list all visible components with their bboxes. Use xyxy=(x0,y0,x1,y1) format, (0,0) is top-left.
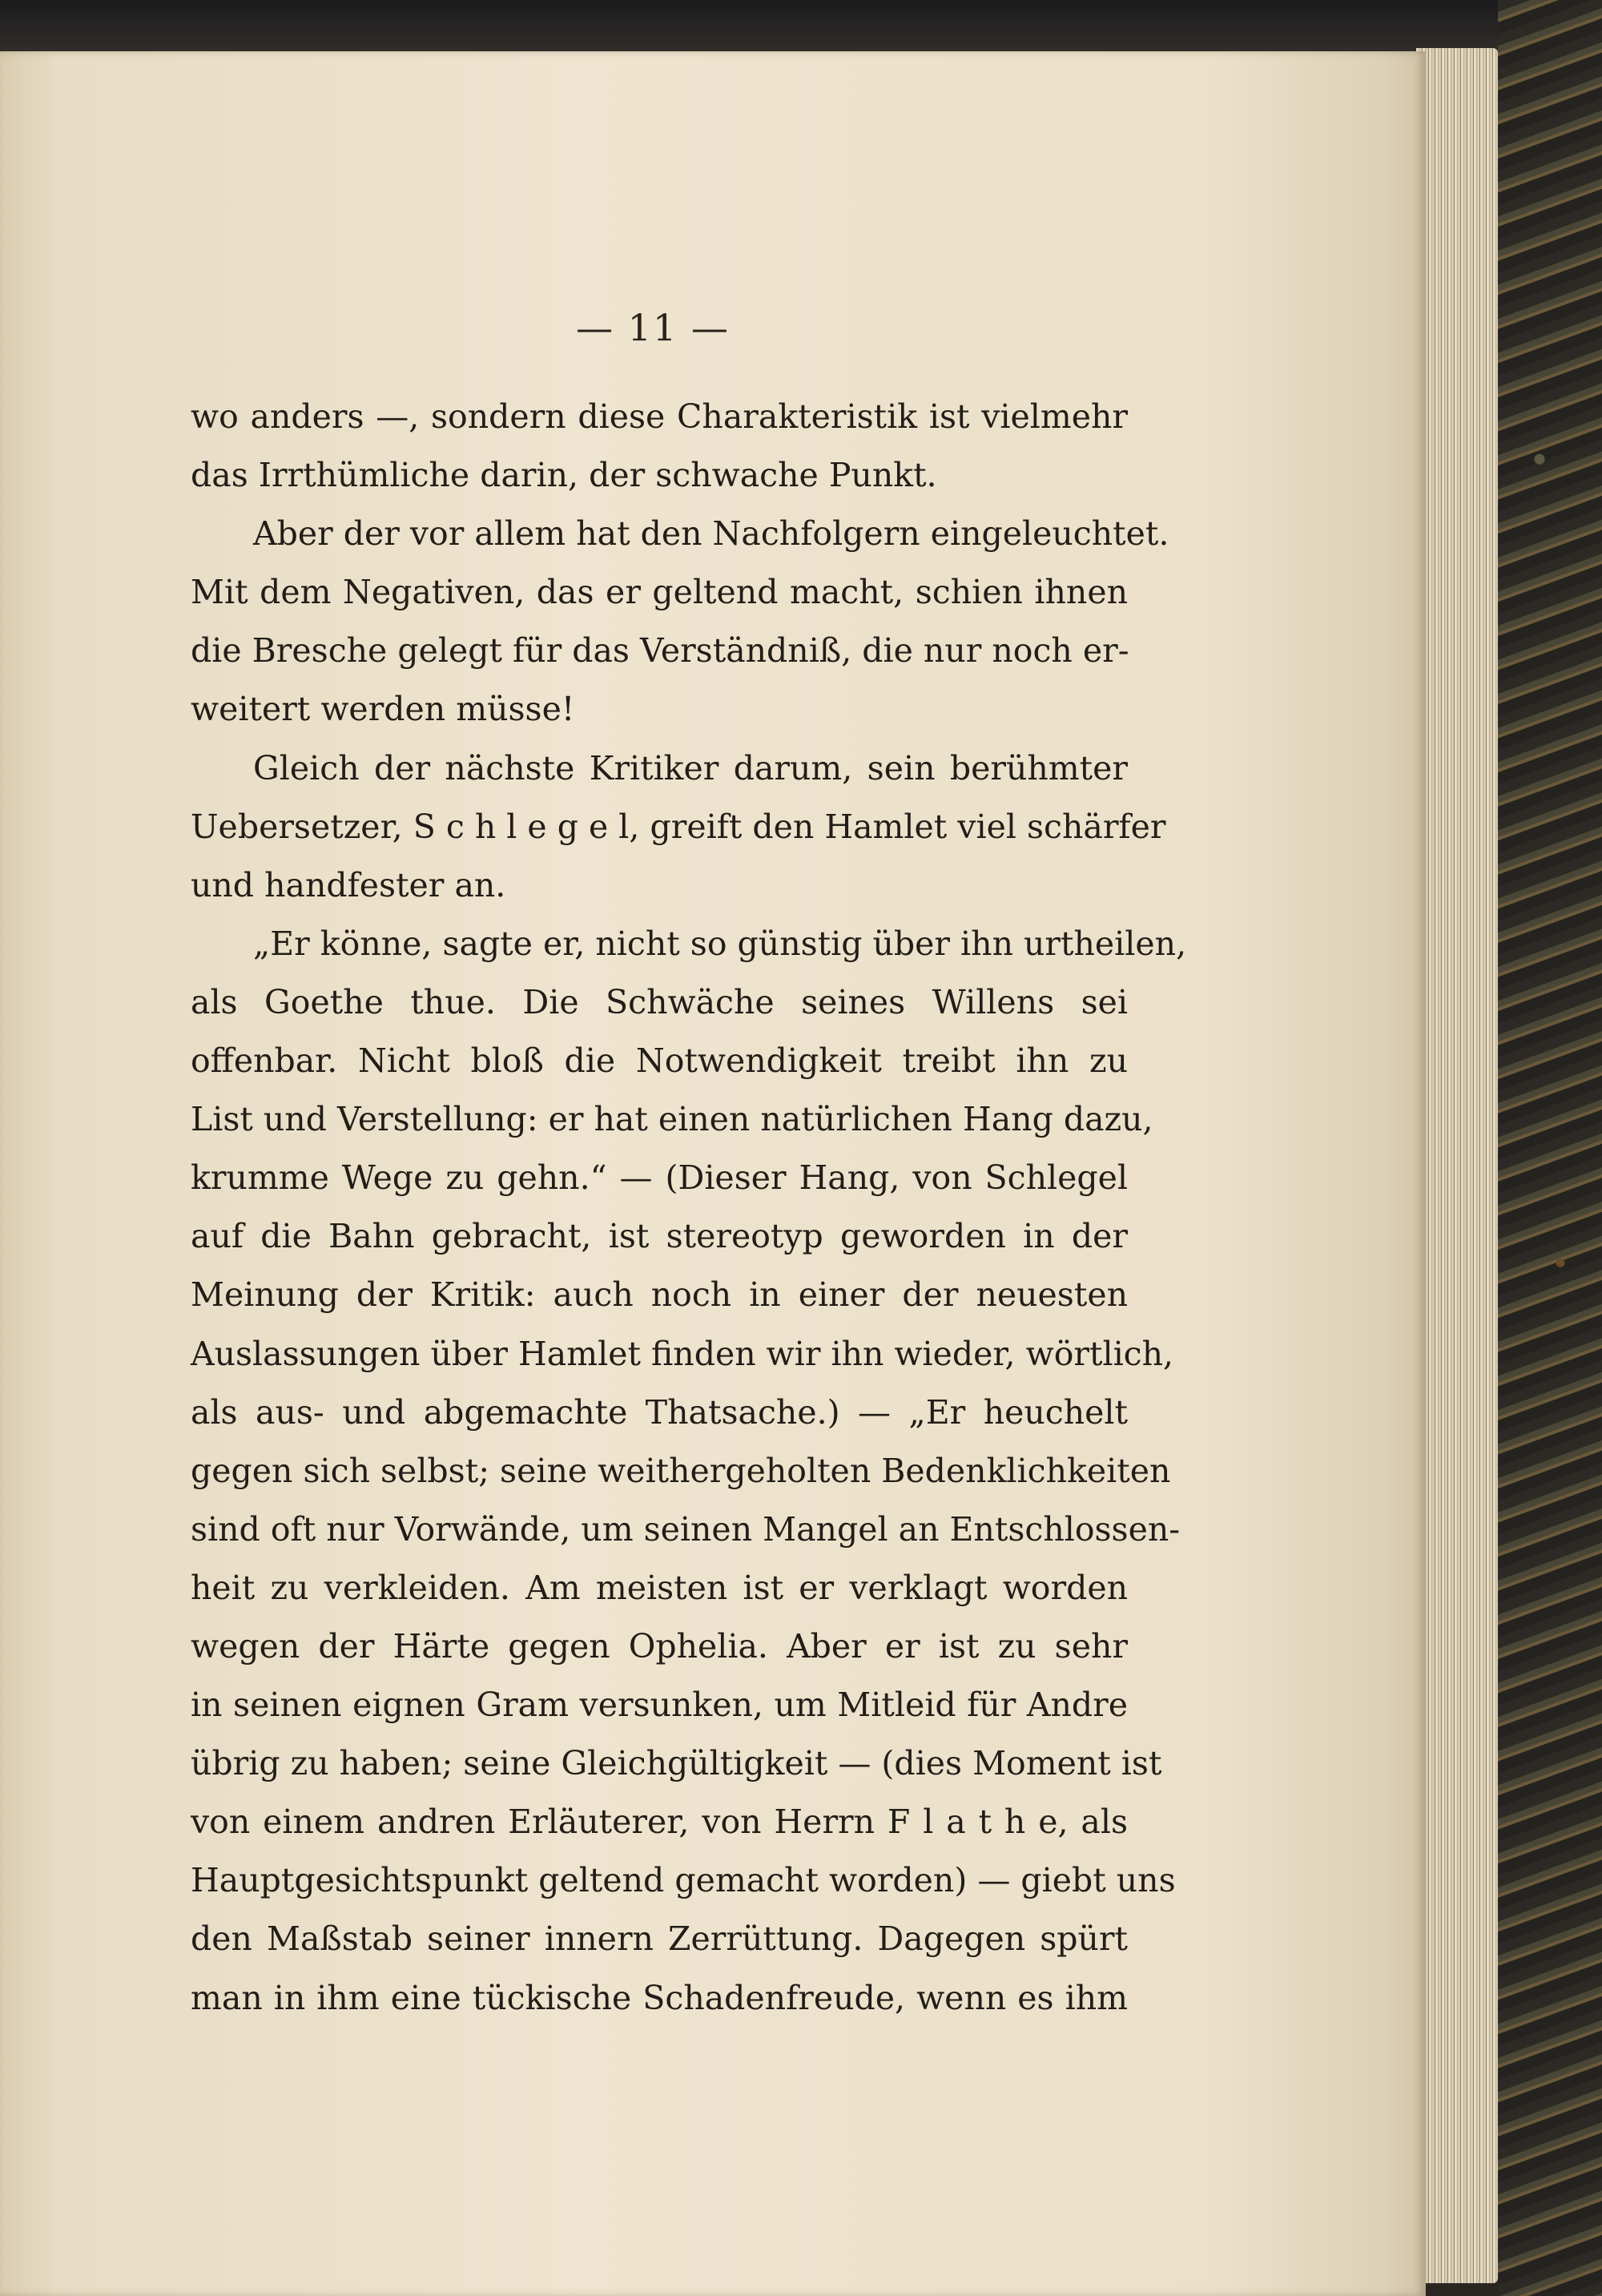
text-line: auf die Bahn gebracht, ist stereotyp geworden in der xyxy=(191,1217,1128,1256)
page-edges xyxy=(1416,48,1498,2283)
page-number: — 11 — xyxy=(576,306,730,349)
text-line: Meinung der Kritik: auch noch in einer der neuesten xyxy=(191,1275,1128,1315)
book-page xyxy=(0,51,1426,2296)
text-line: als Goethe thue. Die Schwäche seines Willens sei xyxy=(191,982,1128,1021)
text-line: wegen der Härte gegen Ophelia. Aber er ist zu sehr xyxy=(191,1626,1128,1666)
text-line: den Maßstab seiner innern Zerrüttung. Dagegen spürt xyxy=(191,1919,1128,1959)
book-cover-spine xyxy=(1498,0,1602,2296)
text-line: in seinen eignen Gram versunken, um Mitleid für Andre xyxy=(191,1686,1128,1725)
text-line: wo anders —, sondern diese Charakteristik ist vielmehr xyxy=(191,397,1128,436)
text-line: Auslassungen über Hamlet finden wir ihn wieder, wörtlich, xyxy=(191,1334,1174,1373)
text-line: man in ihm eine tückische Schadenfreude, wenn es ihm xyxy=(191,1978,1128,2017)
text-line: und handfester an. xyxy=(191,865,506,904)
text-line: Hauptgesichtspunkt geltend gemacht worden) — giebt uns xyxy=(191,1861,1176,1900)
body-text xyxy=(191,388,1187,2028)
text-line: Mit dem Negativen, das er geltend macht, schien ihnen xyxy=(191,573,1128,612)
text-line: Aber der vor allem hat den Nachfolgern eingeleuchtet. xyxy=(253,514,1169,554)
text-line: heit zu verkleiden. Am meisten ist er verklagt worden xyxy=(191,1568,1128,1607)
text-line: „Er könne, sagte er, nicht so günstig über ihn urtheilen, xyxy=(253,924,1187,963)
text-line: das Irrthümliche darin, der schwache Punkt. xyxy=(191,456,937,495)
text-line: sind oft nur Vorwände, um seinen Mangel an Entschlossen- xyxy=(191,1509,1181,1549)
text-line: List und Verstellung: er hat einen natürlichen Hang dazu, xyxy=(191,1100,1153,1139)
text-line: krumme Wege zu gehn.“ — (Dieser Hang, von Schlegel xyxy=(191,1158,1128,1198)
text-line: als aus- und abgemachte Thatsache.) — „Er heuchelt xyxy=(191,1392,1128,1432)
text-line: gegen sich selbst; seine weithergeholten Bedenklichkeiten xyxy=(191,1451,1171,1490)
text-line: übrig zu haben; seine Gleichgültigkeit — (dies Moment ist xyxy=(191,1744,1162,1783)
text-line: offenbar. Nicht bloß die Notwendigkeit treibt ihn zu xyxy=(191,1041,1128,1081)
text-line: die Bresche gelegt für das Verständniß, die nur noch er- xyxy=(191,631,1129,671)
text-line: Gleich der nächste Kritiker darum, sein berühmter xyxy=(253,748,1128,787)
text-line: weitert werden müsse! xyxy=(191,690,575,729)
text-line: Uebersetzer, S c h l e g e l, greift den Hamlet viel schärfer xyxy=(191,807,1166,846)
text-line: von einem andren Erläuterer, von Herrn F l a t h e, als xyxy=(191,1803,1128,1842)
